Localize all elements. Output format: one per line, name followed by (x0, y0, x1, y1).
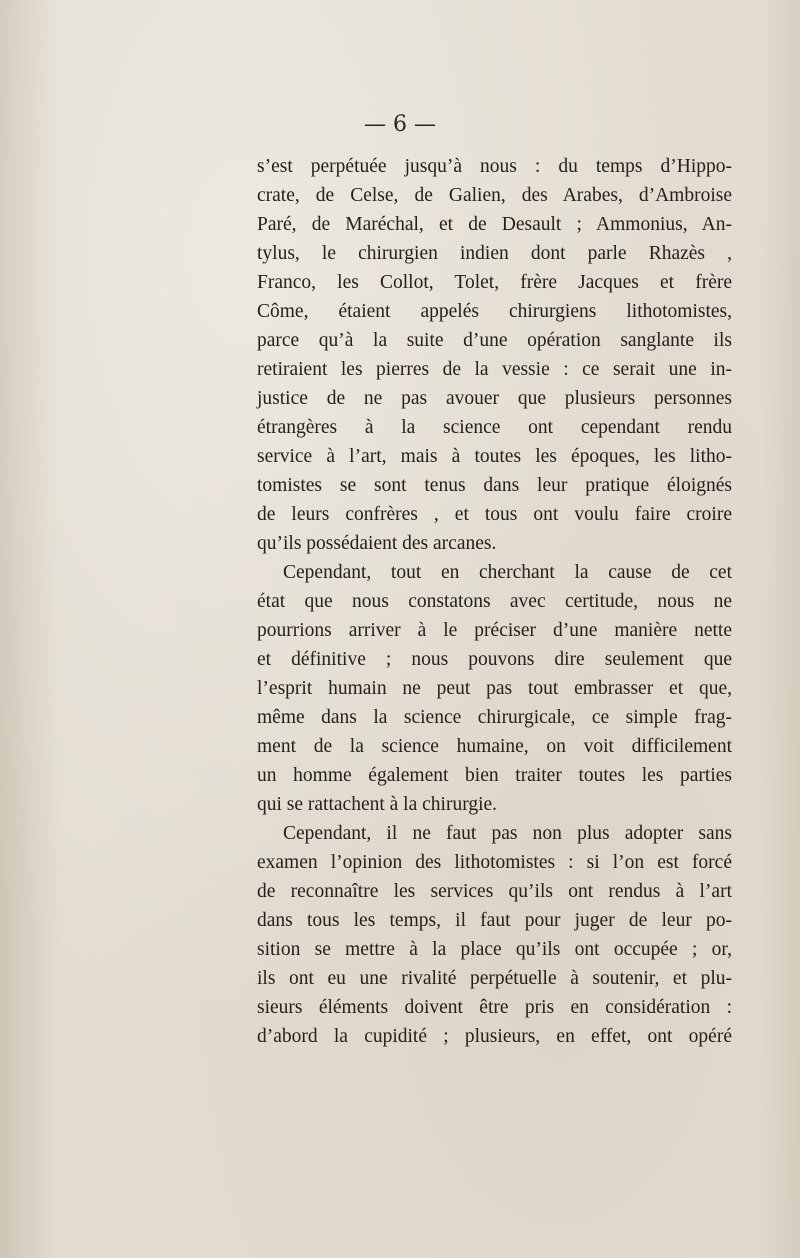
text-line: sition se mettre à la place qu’ils ont occupée ; or, (257, 939, 732, 960)
body-text (257, 152, 732, 1051)
text-line: un homme également bien traiter toutes les parties (257, 765, 732, 786)
text-line: Cependant, il ne faut pas non plus adopter sans (283, 823, 732, 844)
text-line: parce qu’à la suite d’une opération sanglante ils (257, 330, 732, 351)
page-number: — 6 — (364, 112, 436, 137)
paragraph-1 (257, 152, 732, 558)
text-line: l’esprit humain ne peut pas tout embrasser et que, (257, 678, 732, 699)
text-line: tomistes se sont tenus dans leur pratique éloignés (257, 475, 732, 496)
text-line: de leurs confrères , et tous ont voulu faire croire (257, 504, 732, 525)
text-line: d’abord la cupidité ; plusieurs, en effet, ont opéré (257, 1026, 732, 1047)
text-line: s’est perpétuée jusqu’à nous : du temps d’Hippo- (257, 156, 732, 177)
text-line: Franco, les Collot, Tolet, frère Jacques et frère (257, 272, 732, 293)
paragraph-2 (257, 558, 732, 819)
text-line: qui se rattachent à la chirurgie. (257, 794, 498, 815)
text-line: ment de la science humaine, on voit difficilement (257, 736, 732, 757)
text-line: Côme, étaient appelés chirurgiens lithotomistes, (257, 301, 732, 322)
paragraph-3 (257, 819, 732, 1051)
text-line: sieurs éléments doivent être pris en considération : (257, 997, 732, 1018)
text-line: dans tous les temps, il faut pour juger de leur po- (257, 910, 732, 931)
text-line: même dans la science chirurgicale, ce simple frag- (257, 707, 732, 728)
text-line: retiraient les pierres de la vessie : ce serait une in- (257, 359, 732, 380)
text-line: ils ont eu une rivalité perpétuelle à soutenir, et plu- (257, 968, 732, 989)
text-line: Cependant, tout en cherchant la cause de cet (283, 562, 732, 583)
text-line: crate, de Celse, de Galien, des Arabes, d’Ambroise (257, 185, 732, 206)
text-line: tylus, le chirurgien indien dont parle Rhazès , (257, 243, 732, 264)
text-line: service à l’art, mais à toutes les époques, les litho- (257, 446, 732, 467)
text-line: justice de ne pas avouer que plusieurs personnes (257, 388, 732, 409)
text-line: étrangères à la science ont cependant rendu (257, 417, 732, 438)
text-line: pourrions arriver à le préciser d’une manière nette (257, 620, 732, 641)
text-line: et définitive ; nous pouvons dire seulement que (257, 649, 732, 670)
text-line: qu’ils possédaient des arcanes. (257, 533, 497, 554)
text-line: examen l’opinion des lithotomistes : si l’on est forcé (257, 852, 732, 873)
text-line: Paré, de Maréchal, et de Desault ; Ammonius, An- (257, 214, 732, 235)
text-line: de reconnaître les services qu’ils ont rendus à l’art (257, 881, 732, 902)
text-line: état que nous constatons avec certitude, nous ne (257, 591, 732, 612)
